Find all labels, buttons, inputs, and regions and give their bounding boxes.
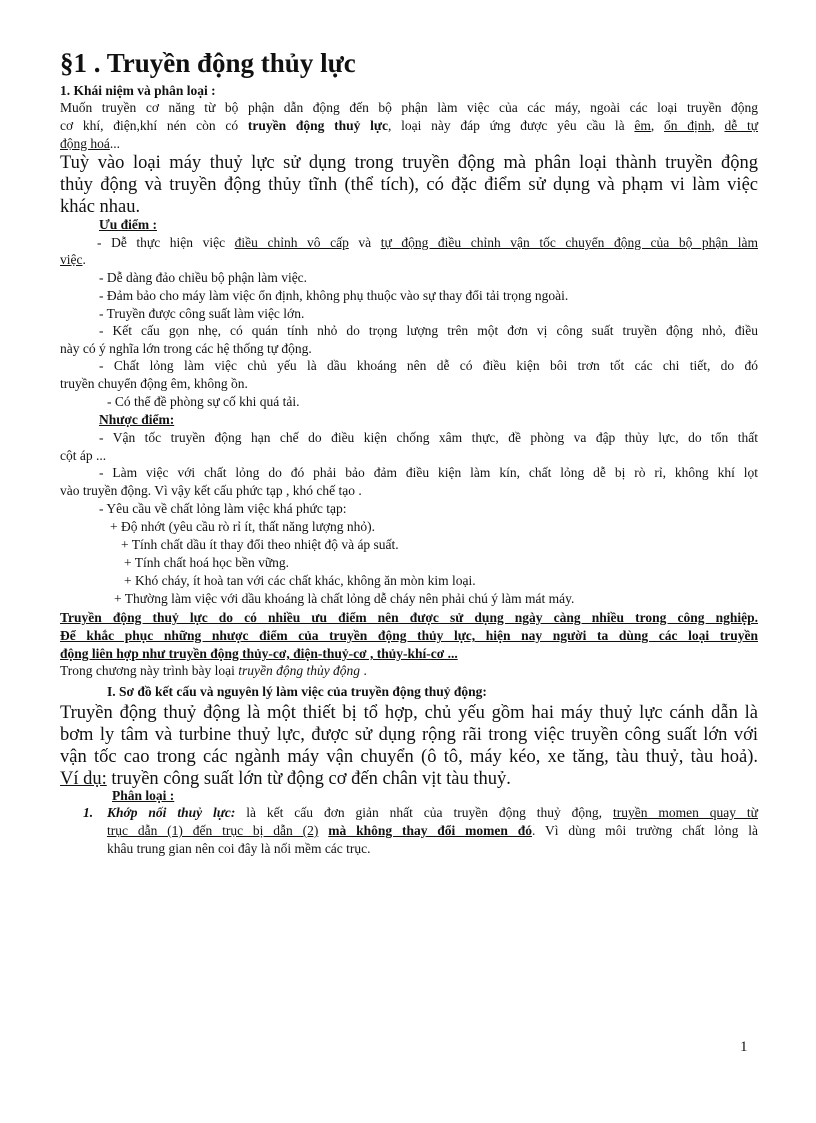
disadvantage-3: - Yêu cầu về chất lỏng làm việc khá phức tạp:: [99, 501, 347, 516]
advantage-6-line-1: - Chất lỏng làm việc chủ yếu là dầu khoáng nên dễ có điều kiện bôi trơn tốt các chi tiết, do đó: [99, 358, 758, 373]
disadvantages-heading: Nhược điểm:: [99, 412, 175, 427]
advantage-6-line-2: truyền chuyển động êm, không ồn.: [60, 376, 248, 391]
conclusion-line-2: Để khắc phục những nhược điểm của truyền động thủy lực, hiện nay người ta dùng các loại truyền: [60, 628, 758, 643]
section-I-line-3: vận tốc cao trong các ngành máy vận chuyển (ô tô, máy kéo, xe tăng, tàu thuỷ, tàu hoả).: [60, 747, 758, 767]
classification-item-1-line-2: trục dẫn (1) đến trục bị dẫn (2) mà không thay đổi momen đó. Vì dùng môi trường chất lỏng là: [107, 823, 759, 838]
advantage-7: - Có thể đề phòng sự cố khi quá tải.: [107, 394, 300, 409]
section-I-heading: I. Sơ đồ kết cấu và nguyên lý làm việc của truyền động thuỷ động:: [107, 684, 487, 699]
section-I-line-1: Truyền động thuỷ động là một thiết bị tổ hợp, chủ yếu gồm hai máy thuỷ lực cánh dẫn là: [60, 703, 758, 723]
section-1-heading: 1. Khái niệm và phân loại :: [60, 83, 216, 98]
disadvantage-1-line-1: - Vận tốc truyền động hạn chế do điều kiện chống xâm thực, đề phòng va đập thủy lực, do tổn thất: [99, 430, 758, 445]
advantage-5-line-1: - Kết cấu gọn nhẹ, có quán tính nhỏ do trọng lượng trên một đơn vị công suất truyền động nhỏ, điều: [99, 323, 758, 338]
advantage-1-line-1: - Dễ thực hiện việc điều chỉnh vô cấp và tự động điều chỉnh vận tốc chuyển động của bộ phận làm: [97, 235, 758, 250]
disadvantage-2-line-2: vào truyền động. Vì vậy kết cấu phức tạp , khó chế tạo .: [60, 483, 362, 498]
requirement-5: + Thường làm việc với dầu khoáng là chất lỏng dễ cháy nên phải chú ý làm mát máy.: [114, 591, 575, 606]
disadvantage-1-line-2: cột áp ...: [60, 448, 107, 463]
intro-line-1: Muốn truyền cơ năng từ bộ phận dẫn động đến bộ phận làm việc của các máy, ngoài các loại truyền động: [60, 100, 758, 115]
requirement-4: + Khó cháy, ít hoà tan với các chất khác, không ăn mòn kim loại.: [124, 573, 476, 588]
advantage-2: - Dễ dàng đảo chiều bộ phận làm việc.: [99, 270, 308, 285]
page-number: 1: [740, 1039, 748, 1055]
section-I-line-4: Ví dụ: truyền công suất lớn từ động cơ đến chân vịt tàu thuỷ.: [60, 769, 511, 789]
classification-heading: Phân loại :: [112, 788, 175, 803]
disadvantage-2-line-1: - Làm việc với chất lỏng do đó phải bảo đảm điều kiện làm kín, chất lỏng dễ bị rò rỉ, không khí lọt: [99, 465, 758, 480]
intro-line-2: cơ khí, điện,khí nén còn có truyền động thuỷ lực, loại này đáp ứng được yêu cầu là êm, ổn định, dễ tự: [60, 118, 759, 133]
intro-line-3: động hoá...: [60, 136, 120, 151]
classify-line-2: thủy động và truyền động thủy tĩnh (thể tích), có đặc điểm sử dụng và phạm vi làm việc: [60, 175, 758, 195]
requirement-3: + Tính chất hoá học bền vững.: [124, 555, 290, 570]
classification-item-1-line-3: khâu trung gian nên coi đây là nối mềm các trục.: [107, 841, 371, 856]
advantages-heading: Ưu điểm :: [99, 217, 157, 232]
classification-item-1-line-1: 1. Khớp nối thuỷ lực: là kết cấu đơn giản nhất của truyền động thuỷ động, truyền momen quay từ: [83, 805, 758, 820]
conclusion-line-1: Truyền động thuỷ lực do có nhiều ưu điểm nên được sử dụng ngày càng nhiều trong công nghiệp.: [60, 610, 758, 625]
section-I-line-2: bơm ly tâm và turbine thuỷ lực, được sử dụng rộng rãi trong việc truyền công suất lớn với: [60, 725, 758, 745]
advantage-3: - Đảm bảo cho máy làm việc ổn định, không phụ thuộc vào sự thay đổi tải trọng ngoài.: [99, 288, 569, 303]
page-title: §1 . Truyền động thủy lực: [60, 48, 356, 78]
requirement-2: + Tính chất dầu ít thay đổi theo nhiệt độ và áp suất.: [121, 537, 399, 552]
advantage-4: - Truyền được công suất làm việc lớn.: [99, 306, 305, 321]
conclusion-line-4: Trong chương này trình bày loại truyền động thủy động .: [60, 663, 367, 678]
advantage-5-line-2: này có ý nghĩa lớn trong các hệ thống tự động.: [60, 341, 312, 356]
classify-line-1: Tuỳ vào loại máy thuỷ lực sử dụng trong truyền động mà phân loại thành truyền động: [60, 153, 758, 173]
conclusion-line-3: động liên hợp như truyền động thủy-cơ, điện-thuỷ-cơ , thủy-khí-cơ ...: [60, 646, 458, 661]
requirement-1: + Độ nhớt (yêu cầu rò rỉ ít, thất năng lượng nhỏ).: [110, 519, 376, 534]
classify-line-3: khác nhau.: [60, 197, 141, 217]
advantage-1-line-2: việc.: [60, 252, 86, 267]
